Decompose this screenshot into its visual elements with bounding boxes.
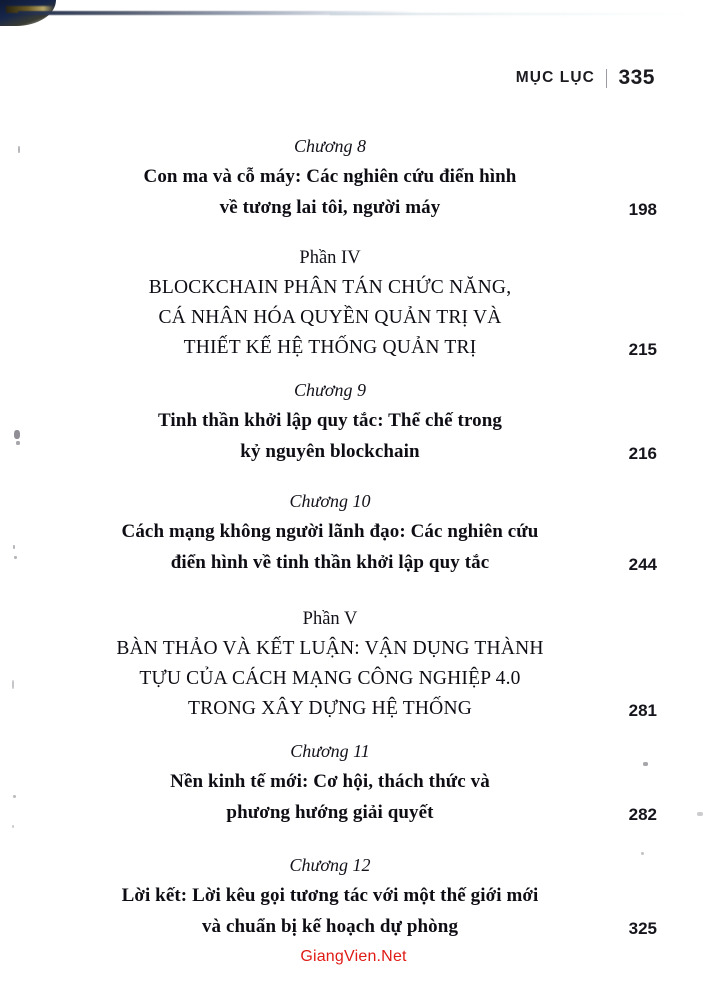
running-header	[516, 66, 655, 90]
toc-entry	[50, 604, 657, 724]
header-divider	[606, 69, 608, 88]
binding-shadow-streak	[18, 11, 418, 15]
toc-entry-text	[50, 604, 610, 724]
toc-entry-page-number: 215	[628, 340, 657, 359]
page-edge-streak	[330, 13, 690, 15]
toc-entry-kicker: Chương 11	[290, 741, 370, 761]
toc-entry-page-number: 281	[628, 701, 657, 720]
binding-corner-shape	[0, 0, 56, 26]
toc-entry-page-number: 216	[628, 444, 657, 463]
toc-entry-title-line: Nền kinh tế mới: Cơ hội, thách thức và	[170, 771, 490, 792]
toc-entry-kicker: Chương 9	[294, 380, 366, 400]
toc-entry-kicker: Phần IV	[299, 248, 361, 268]
toc-entry-title-line: TRONG XÂY DỰNG HỆ THỐNG	[187, 698, 473, 719]
toc-entry-kicker: Chương 10	[289, 491, 371, 511]
toc-entry-title-line: phương hướng giải quyết	[226, 802, 434, 823]
running-header-label: MỤC LỤC	[515, 69, 595, 86]
toc-entry-page-number: 244	[628, 555, 657, 574]
binding-gold-streak	[6, 6, 54, 13]
toc-entry-title-line: CÁ NHÂN HÓA QUYỀN QUẢN TRỊ VÀ	[158, 307, 502, 328]
toc-entry-title-line: và chuẩn bị kế hoạch dự phòng	[201, 916, 459, 937]
scan-edge-artifact	[0, 0, 707, 26]
toc-entry	[50, 131, 657, 223]
toc-entry-title-line: về tương lai tôi, người máy	[219, 197, 441, 218]
toc-entry	[50, 486, 657, 578]
toc-entry-page-number: 198	[628, 200, 657, 219]
scan-speck	[18, 146, 20, 153]
toc-entry-title-line: THIẾT KẾ HỆ THỐNG QUẢN TRỊ	[183, 337, 477, 358]
scan-speck	[12, 825, 14, 828]
toc-entry-text	[50, 850, 610, 942]
toc-entry-page-number: 325	[628, 919, 657, 938]
toc-entry-title-line: kỷ nguyên blockchain	[240, 441, 420, 462]
scan-speck	[14, 556, 17, 559]
table-of-contents	[50, 131, 657, 963]
toc-entry-title-line: TỰU CỦA CÁCH MẠNG CÔNG NGHIỆP 4.0	[139, 668, 521, 689]
toc-entry-kicker: Phần V	[302, 609, 358, 629]
toc-entry-page-number: 282	[628, 805, 657, 824]
toc-entry	[50, 736, 657, 828]
scan-speck	[13, 795, 16, 798]
toc-entry-text	[50, 243, 610, 363]
watermark: GiangVien.Net	[300, 948, 407, 965]
toc-entry-title-line: điển hình về tinh thần khởi lập quy tắc	[170, 552, 490, 573]
toc-entry-kicker: Chương 8	[294, 136, 366, 156]
toc-entry-title-line: Cách mạng không người lãnh đạo: Các nghiên cứu	[121, 521, 539, 542]
scan-speck	[16, 441, 20, 445]
toc-entry-title-line: Lời kết: Lời kêu gọi tương tác với một thế giới mới	[121, 885, 539, 906]
scan-speck	[14, 430, 20, 439]
toc-entry-text	[50, 486, 610, 578]
running-header-page-number: 335	[618, 66, 655, 89]
scan-speck	[697, 812, 703, 816]
toc-entry-title-line: BLOCKCHAIN PHÂN TÁN CHỨC NĂNG,	[148, 277, 512, 298]
toc-entry-text	[50, 375, 610, 467]
toc-entry	[50, 243, 657, 363]
toc-entry-kicker: Chương 12	[289, 855, 371, 875]
toc-entry-title-line: BÀN THẢO VÀ KẾT LUẬN: VẬN DỤNG THÀNH	[116, 638, 544, 659]
toc-entry-title-line: Tinh thần khởi lập quy tắc: Thể chế trong	[157, 410, 503, 431]
scan-speck	[12, 680, 14, 689]
toc-entry-text	[50, 131, 610, 223]
toc-entry	[50, 850, 657, 942]
scan-speck	[13, 545, 15, 549]
toc-entry-text	[50, 736, 610, 828]
toc-entry-title-line: Con ma và cỗ máy: Các nghiên cứu điển hình	[143, 166, 517, 187]
toc-entry	[50, 375, 657, 467]
